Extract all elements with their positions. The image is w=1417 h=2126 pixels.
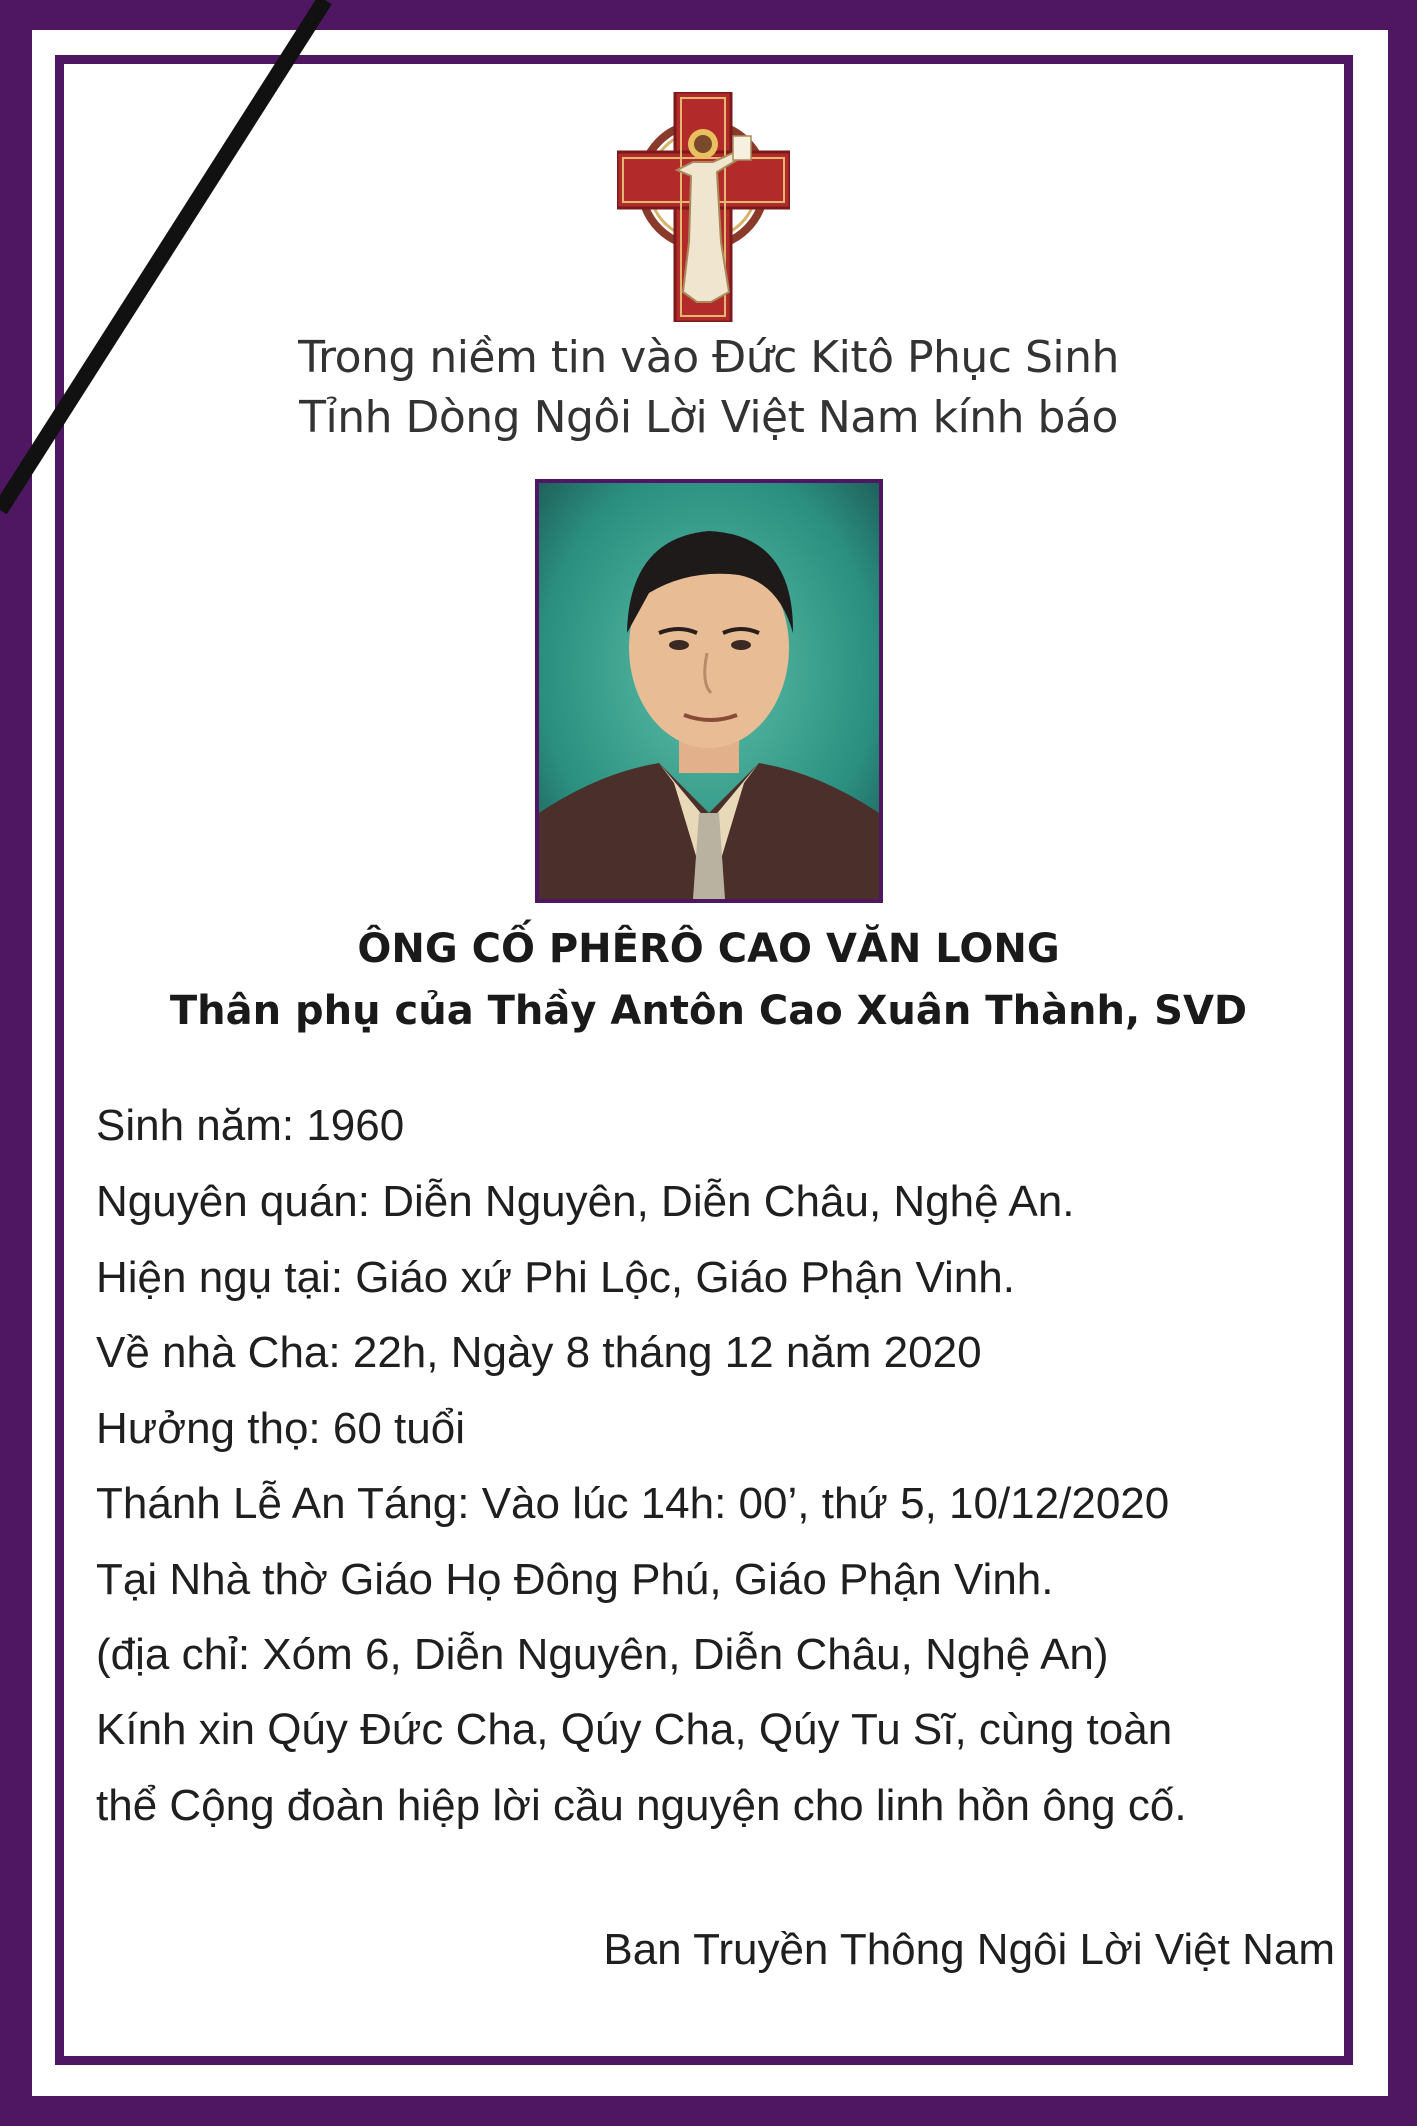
signature: Ban Truyền Thông Ngôi Lời Việt Nam [603,1925,1335,1974]
header-announcer-line: Tỉnh Dòng Ngôi Lời Việt Nam kính báo [299,392,1118,443]
deceased-relation: Thân phụ của Thầy Antôn Cao Xuân Thành, SVD [169,988,1248,1034]
deceased-name-title: ÔNG CỐ PHÊRÔ CAO VĂN LONG [357,926,1060,972]
crucifix-icon [617,92,790,322]
detail-passing-time: Về nhà Cha: 22h, Ngày 8 tháng 12 năm 2020 [96,1328,982,1377]
detail-request-line2: thể Cộng đoàn hiệp lời cầu nguyện cho linh hồn ông cố. [96,1781,1187,1830]
header-faith-line: Trong niềm tin vào Đức Kitô Phục Sinh [298,332,1119,383]
detail-funeral-mass: Thánh Lễ An Táng: Vào lúc 14h: 00’, thứ 5, 10/12/2020 [96,1479,1170,1528]
detail-church: Tại Nhà thờ Giáo Họ Đông Phú, Giáo Phận Vinh. [96,1555,1054,1604]
detail-residence: Hiện ngụ tại: Giáo xứ Phi Lộc, Giáo Phận Vinh. [96,1253,1015,1302]
detail-request-line1: Kính xin Qúy Đức Cha, Qúy Cha, Qúy Tu Sĩ, cùng toàn [96,1705,1173,1754]
detail-hometown: Nguyên quán: Diễn Nguyên, Diễn Châu, Nghệ An. [96,1177,1075,1226]
detail-birth-year: Sinh năm: 1960 [96,1101,405,1150]
detail-age: Hưởng thọ: 60 tuổi [96,1404,465,1453]
deceased-portrait [535,479,883,903]
detail-address: (địa chỉ: Xóm 6, Diễn Nguyên, Diễn Châu, Nghệ An) [96,1630,1109,1679]
